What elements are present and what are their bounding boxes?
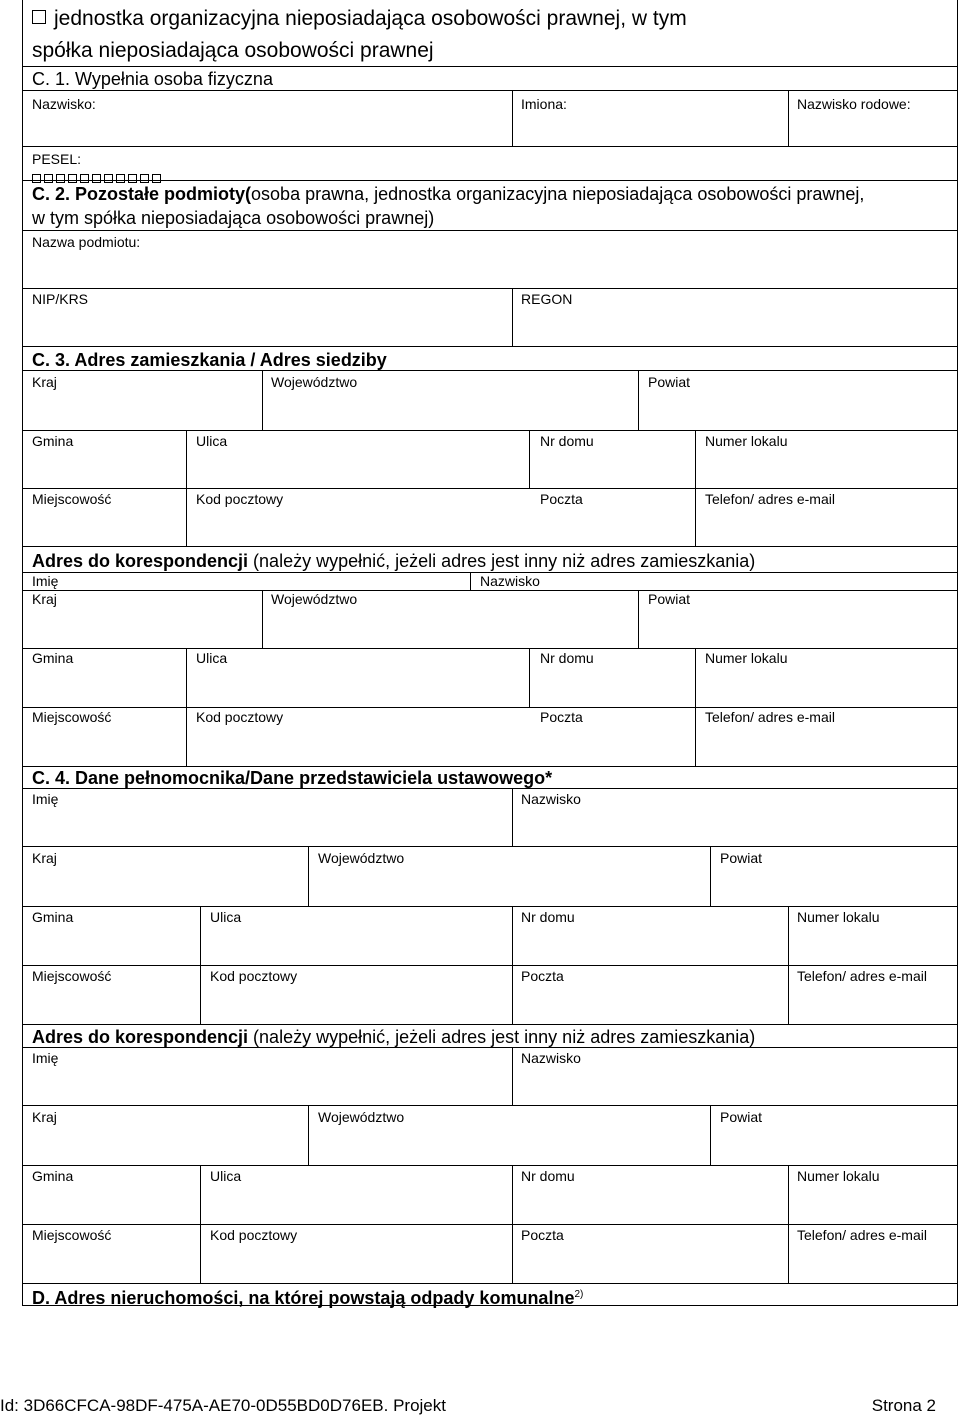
document-id: Id: 3D66CFCA-98DF-475A-AE70-0D55BD0D76EB. Projekt [0,1396,446,1415]
corr2-kod-label: Kod pocztowy [210,1227,298,1243]
corr2-miejscowosc-label: Miejscowość [32,1227,112,1243]
c4-kod-label: Kod pocztowy [210,968,298,984]
c4-miejscowosc-label: Miejscowość [32,968,112,984]
corr1-kod-label: Kod pocztowy [196,709,284,725]
c3-poczta-label: Poczta [540,491,583,507]
family-name-label: Nazwisko rodowe: [797,96,911,112]
c3-kraj-label: Kraj [32,374,57,390]
c3-gmina-label: Gmina [32,433,74,449]
corr1-ulica-label: Ulica [196,650,228,666]
c3-miejscowosc-label: Miejscowość [32,491,112,507]
org-option-line1[interactable]: jednostka organizacyjna nieposiadająca osobowości prawnej, w tym [32,6,687,32]
corr1-kraj-label: Kraj [32,591,57,607]
corr2-gmina-label: Gmina [32,1168,74,1184]
section-c2-title: C. 2. Pozostałe podmioty(osoba prawna, jednostka organizacyjna nieposiadająca osobowości prawnej, [32,184,865,204]
c4-powiat-label: Powiat [720,850,763,866]
entity-name-label: Nazwa podmiotu: [32,234,141,250]
c4-nazwisko-label: Nazwisko [521,791,581,807]
corr2-kraj-label: Kraj [32,1109,57,1125]
regon-label: REGON [521,291,573,307]
section-c4-title: C. 4. Dane pełnomocnika/Dane przedstawiciela ustawowego* [32,768,553,788]
corr2-imie-label: Imię [32,1050,59,1066]
c4-telefon-label: Telefon/ adres e-mail [797,968,927,984]
corr2-poczta-label: Poczta [521,1227,564,1243]
c4-poczta-label: Poczta [521,968,564,984]
c4-kraj-label: Kraj [32,850,57,866]
corr2-ulica-label: Ulica [210,1168,242,1184]
c3-powiat-label: Powiat [648,374,691,390]
corr2-wojewodztwo-label: Województwo [318,1109,405,1125]
checkbox-icon[interactable] [32,10,46,24]
footnote-ref: 2) [574,1289,584,1300]
c4-gmina-label: Gmina [32,909,74,925]
surname-label: Nazwisko: [32,96,96,112]
corr2-nazwisko-label: Nazwisko [521,1050,581,1066]
corr1-wojewodztwo-label: Województwo [271,591,358,607]
section-d-title: D. Adres nieruchomości, na której powstają odpady komunalne$^{2)}$ [32,1288,584,1308]
corr2-title: Adres do korespondencji (należy wypełnić, jeżeli adres jest inny niż adres zamieszkania) [32,1027,756,1047]
c4-nr-domu-label: Nr domu [521,909,575,925]
corr1-title: Adres do korespondencji (należy wypełnić, jeżeli adres jest inny niż adres zamieszkania) [32,551,756,571]
corr1-poczta-label: Poczta [540,709,583,725]
c4-imie-label: Imię [32,791,59,807]
c3-telefon-label: Telefon/ adres e-mail [705,491,835,507]
c3-nr-lokalu-label: Numer lokalu [705,433,788,449]
section-c3-title: C. 3. Adres zamieszkania / Adres siedziby [32,350,387,370]
first-names-label: Imiona: [521,96,567,112]
corr1-telefon-label: Telefon/ adres e-mail [705,709,835,725]
c3-ulica-label: Ulica [196,433,228,449]
corr1-nr-lokalu-label: Numer lokalu [705,650,788,666]
corr1-nr-domu-label: Nr domu [540,650,594,666]
c4-ulica-label: Ulica [210,909,242,925]
pesel-label: PESEL: [32,151,82,167]
section-c2-title-line2: w tym spółka nieposiadająca osobowości prawnej) [32,208,435,228]
corr2-powiat-label: Powiat [720,1109,763,1125]
c4-nr-lokalu-label: Numer lokalu [797,909,880,925]
corr2-telefon-label: Telefon/ adres e-mail [797,1227,927,1243]
corr1-powiat-label: Powiat [648,591,691,607]
org-option-line2: spółka nieposiadająca osobowości prawnej [32,39,434,62]
c3-wojewodztwo-label: Województwo [271,374,358,390]
corr1-imie-label: Imię [32,573,59,589]
page-number: Strona 2 [871,1396,936,1415]
nip-krs-label: NIP/KRS [32,291,89,307]
c4-wojewodztwo-label: Województwo [318,850,405,866]
corr1-miejscowosc-label: Miejscowość [32,709,112,725]
c3-kod-label: Kod pocztowy [196,491,284,507]
corr2-nr-lokalu-label: Numer lokalu [797,1168,880,1184]
corr1-gmina-label: Gmina [32,650,74,666]
corr1-nazwisko-label: Nazwisko [480,573,540,589]
corr2-nr-domu-label: Nr domu [521,1168,575,1184]
section-c1-title: C. 1. Wypełnia osoba fizyczna [32,69,273,89]
c3-nr-domu-label: Nr domu [540,433,594,449]
